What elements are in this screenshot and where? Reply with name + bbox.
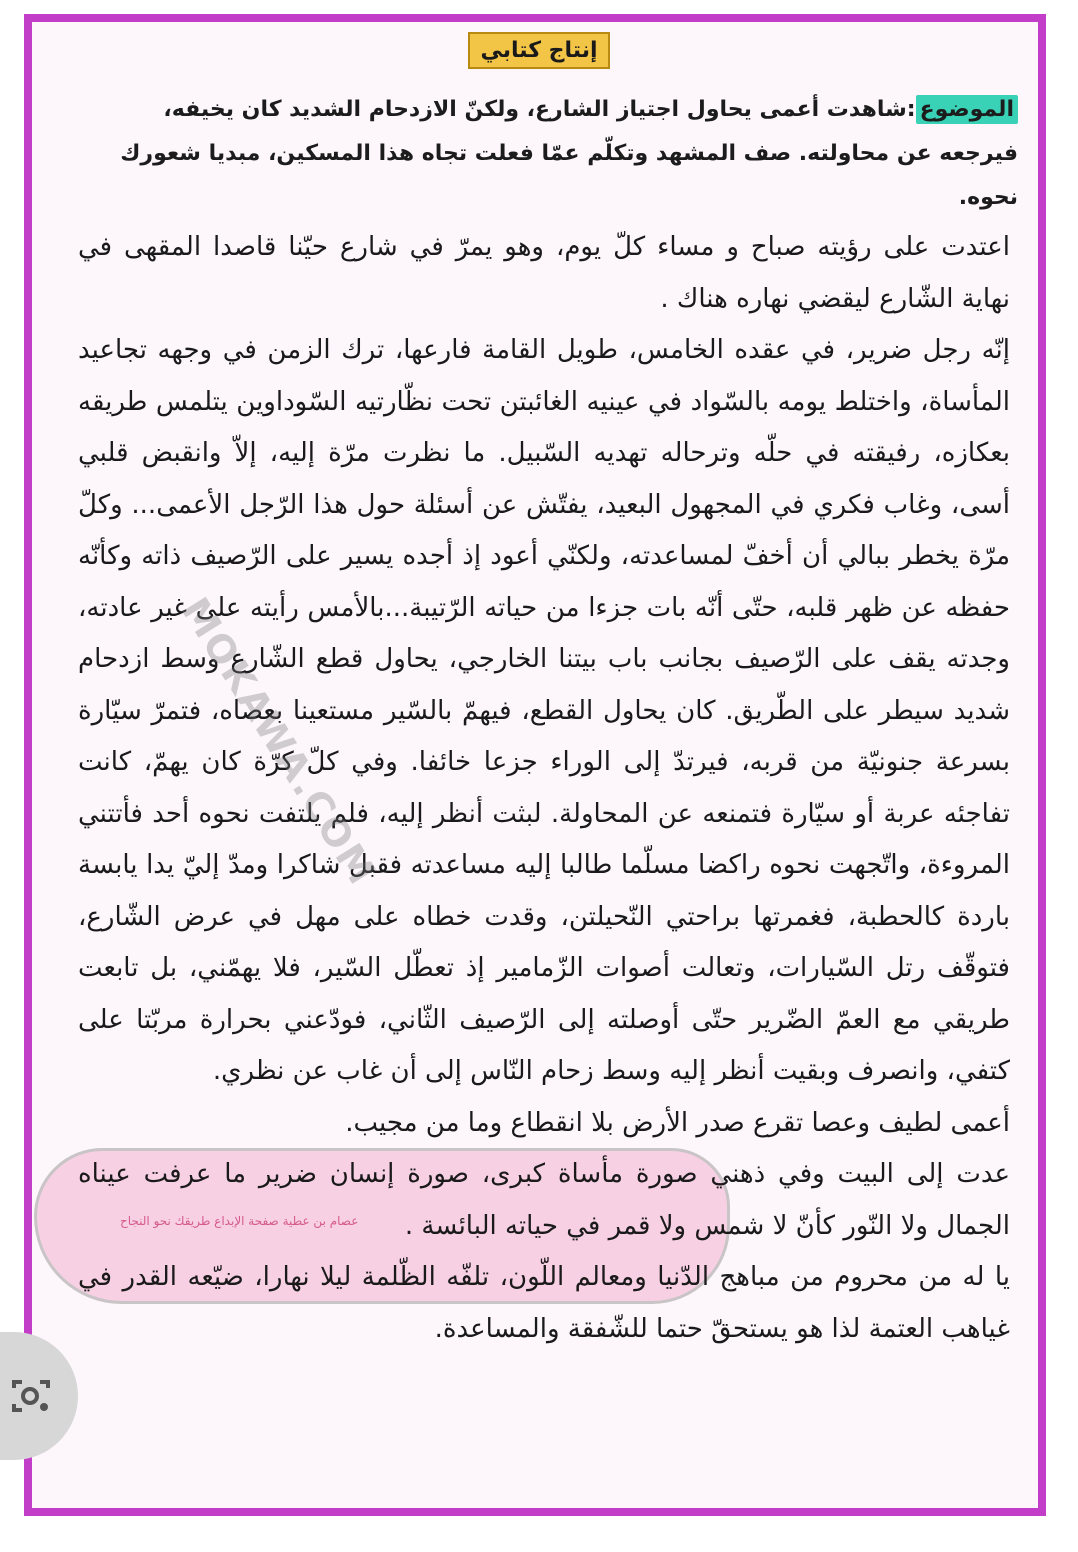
page-title: إنتاج كتابي bbox=[468, 32, 609, 69]
essay-paragraph-5: يا له من محروم من مباهج الدّنيا ومعالم اللّون، تلفّه الظّلمة ليلا نهارا، ضيّعه القدر في غياهب العتمة لذا هو يستحقّ حتما للشّفقة والمساعدة. bbox=[78, 1262, 1010, 1344]
title-wrap bbox=[0, 32, 1078, 69]
essay-body bbox=[78, 222, 1010, 1355]
essay-paragraph-3: أعمى لطيف وعصا تقرع صدر الأرض بلا انقطاع وما من مجيب. bbox=[345, 1107, 1010, 1138]
author-signature: عصام بن عطية صفحة الإبداع طريقك نحو النجاح bbox=[120, 1214, 359, 1228]
essay-paragraph-2: إنّه رجل ضرير، في عقده الخامس، طويل القامة فارعها، ترك الزمن في وجهه تجاعيد المأساة، واختلط يومه بالسّواد في عينيه الغائبتن تحت نظّارتيه السّوداوين يتلمس طريقه بعكازه، رفيقته في حلّه وترحاله تهديه السّبيل. ما نظرت مرّة إليه، إلاّ وانقبض قلبي أسى، وغاب فكري في المجهول البعيد، يفتّش عن أسئلة حول هذا الرّجل الأعمى... وكلّ مرّة يخطر ببالي أن أخفّ لمساعدته، ولكنّي أعود إذ أجده يسير على الرّصيف ذاته وكأنّه حفظه عن ظهر قلبه، حتّى أنّه بات جزءا من حياته الرّتيبة...بالأمس رأيته على غير عادته، وجدته يقف على الرّصيف بجانب باب بيتنا الخارجي، يحاول قطع الشّارع وسط ازدحام شديد سيطر على الطّريق. كان يحاول القطع، فيهمّ بالسّير مستعينا بعصاه، فتمرّ سيّارة بسرعة جنونيّة من قربه، فيرتدّ إلى الوراء جزعا خائفا. وفي كلّ كرّة كان يهمّ، كانت تفاجئه عربة أو سيّارة فتمنعه عن المحاولة. لبثت أنظر إليه، فلم يلتفت نحوه أحد فأتتني المروءة، واتّجهت نحوه راكضا مسلّما طالبا إليه مساعدته فقبل شاكرا ومدّ إليّ يدا يابسة باردة كالحطبة، فغمرتها براحتي النّحيلتن، وقدت خطاه على مهل في عرض الشّارع، فتوقّف رتل السّيارات، وتعالت أصوات الزّمامير إذ تعطّل السّير، فلا يهمّني، بل تابعت طريقي مع العمّ الضّرير حتّى أوصلته إلى الرّصيف الثّاني، فودّعني بحرارة مربّتا على كتفي، وانصرف وبقيت أنظر إليه وسط زحام النّاس إلى أن غاب عن نظري. bbox=[78, 335, 1010, 1086]
lens-search-icon bbox=[8, 1376, 54, 1416]
topic-text: :شاهدت أعمى يحاول اجتياز الشارع، ولكنّ الازدحام الشديد كان يخيفه، فيرجعه عن محاولته. صف المشهد وتكلّم عمّا فعلت تجاه هذا المسكين، مبديا شعورك نحوه. bbox=[120, 97, 1018, 210]
site-watermark: MOKAWA.COM bbox=[172, 590, 385, 894]
topic-statement bbox=[80, 88, 1018, 220]
topic-label: الموضوع bbox=[916, 95, 1018, 124]
essay-paragraph-4: عدت إلى البيت وفي ذهني صورة مأساة كبرى، صورة إنسان ضرير ما عرفت عيناه الجمال ولا النّور كأنّ لا شمس ولا قمر في حياته البائسة . bbox=[78, 1159, 1010, 1241]
essay-paragraph-1: اعتدت على رؤيته صباح و مساء كلّ يوم، وهو يمرّ في شارع حيّنا قاصدا المقهى في نهاية الشّارع ليقضي نهاره هناك . bbox=[78, 232, 1010, 314]
